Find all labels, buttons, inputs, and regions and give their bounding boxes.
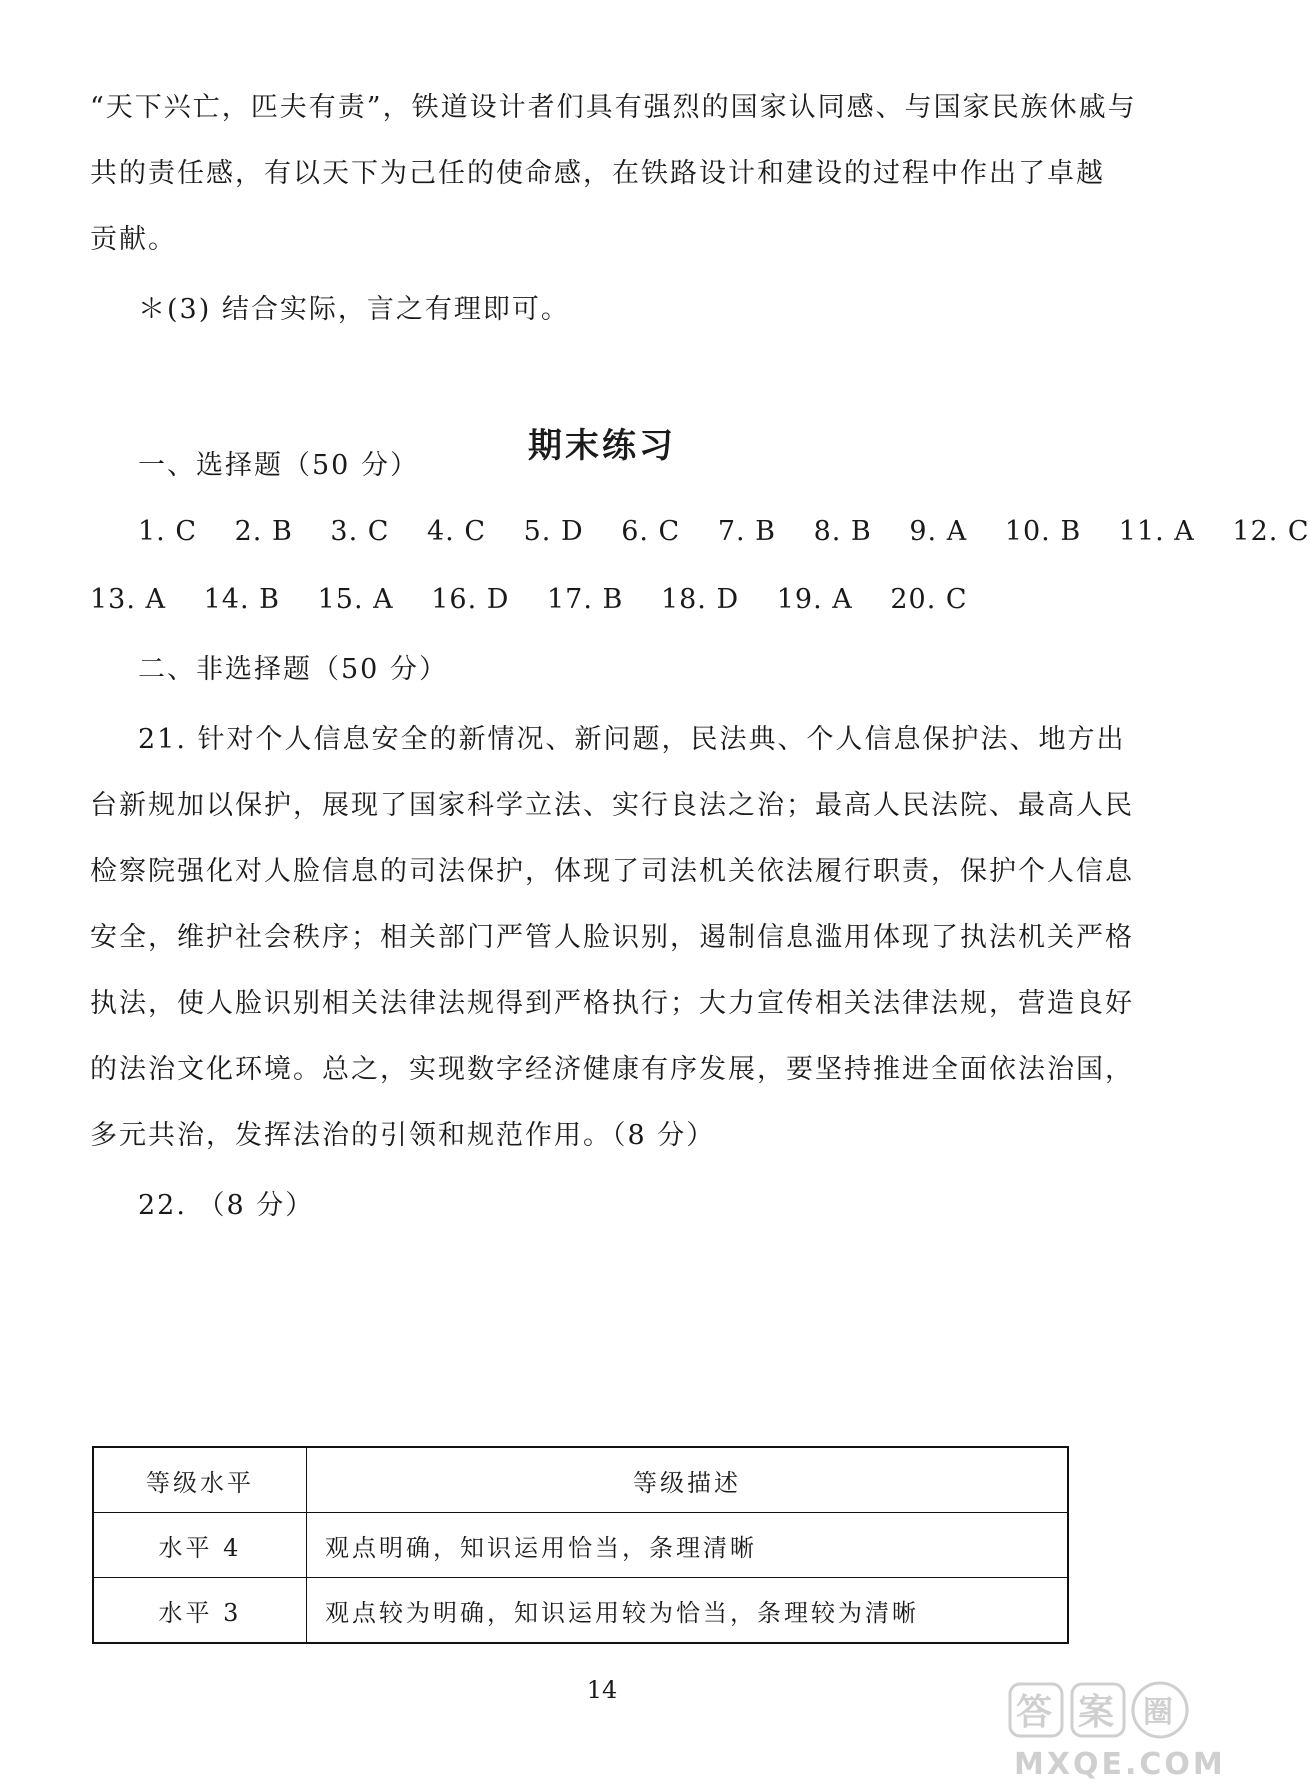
answer-item: 14. B: [203, 584, 280, 615]
q21-line: 21. 针对个人信息安全的新情况、新问题，民法典、个人信息保护法、地方出: [138, 724, 1126, 755]
page-number: 14: [586, 1676, 618, 1704]
answer-item: 15. A: [317, 584, 394, 615]
section-title: 期末练习: [528, 426, 676, 466]
paragraph-line: 共的责任感，有以天下为己任的使命感，在铁路设计和建设的过程中作出了卓越: [90, 158, 1105, 189]
paragraph-line: “天下兴亡，匹夫有责”，铁道设计者们具有强烈的国家认同感、与国家民族休戚与: [90, 92, 1137, 123]
svg-text:MXQE.COM: MXQE.COM: [1014, 1747, 1226, 1782]
section-heading-nonchoice: 二、非选择题（50 分）: [138, 654, 448, 685]
answer-item: 2. B: [234, 516, 293, 547]
answers-row-1: [138, 516, 1310, 547]
svg-text:圈: 圈: [1143, 1695, 1173, 1730]
table-row: [93, 1578, 1068, 1644]
answer-item: 7. B: [717, 516, 776, 547]
answer-item: 8. B: [813, 516, 872, 547]
svg-text:案: 案: [1078, 1692, 1115, 1733]
q21-line: 检察院强化对人脸信息的司法保护，体现了司法机关依法履行职责，保护个人信息: [90, 856, 1134, 887]
answer-item: 10. B: [1004, 516, 1082, 547]
q21-line: 台新规加以保护，展现了国家科学立法、实行良法之治；最高人民法院、最高人民: [90, 790, 1134, 821]
answer-item: 20. C: [890, 584, 968, 615]
svg-text:答: 答: [1016, 1692, 1053, 1733]
answer-item: 6. C: [621, 516, 681, 547]
table-header-row: [93, 1447, 1068, 1513]
q21-line: 的法治文化环境。总之，实现数字经济健康有序发展，要坚持推进全面依法治国，: [90, 1054, 1134, 1085]
q22-heading: 22. （8 分）: [138, 1190, 315, 1221]
table-cell-description: 观点明确，知识运用恰当，条理清晰: [307, 1513, 1069, 1578]
q21-line: 多元共治，发挥法治的引领和规范作用。（8 分）: [90, 1120, 716, 1151]
q21-line: 执法，使人脸识别相关法律法规得到严格执行；大力宣传相关法律法规，营造良好: [90, 988, 1134, 1019]
answer-item: 11. A: [1118, 516, 1195, 547]
section-heading-choice: 一、选择题（50 分）: [138, 450, 419, 481]
answer-item: 1. C: [138, 516, 198, 547]
answer-item: 17. B: [546, 584, 624, 615]
answer-item: 12. C: [1232, 516, 1310, 547]
q21-line: 安全，维护社会秩序；相关部门严管人脸识别，遏制信息滥用体现了执法机关严格: [90, 922, 1134, 953]
paragraph-line: 贡献。: [90, 224, 177, 255]
answer-item: 4. C: [427, 516, 487, 547]
answer-note: ＊(3) 结合实际，言之有理即可。: [138, 294, 570, 325]
table-header: 等级水平: [93, 1447, 307, 1513]
answer-item: 9. A: [909, 516, 968, 547]
answer-item: 16. D: [431, 584, 510, 615]
table-cell-level: 水平 4: [93, 1513, 307, 1578]
table-row: [93, 1513, 1068, 1578]
table-cell-level: 水平 3: [93, 1578, 307, 1644]
table-cell-description: 观点较为明确，知识运用较为恰当，条理较为清晰: [307, 1578, 1069, 1644]
grading-table: [92, 1446, 1069, 1644]
answer-item: 3. C: [330, 516, 390, 547]
answer-item: 18. D: [660, 584, 740, 615]
answer-item: 13. A: [90, 584, 167, 615]
answer-item: 19. A: [776, 584, 853, 615]
watermark-icon: [1000, 1674, 1226, 1784]
answers-row-2: [90, 584, 996, 615]
table-header: 等级描述: [307, 1447, 1069, 1513]
watermark-logo: [1000, 1674, 1226, 1784]
answer-item: 5. D: [523, 516, 584, 547]
